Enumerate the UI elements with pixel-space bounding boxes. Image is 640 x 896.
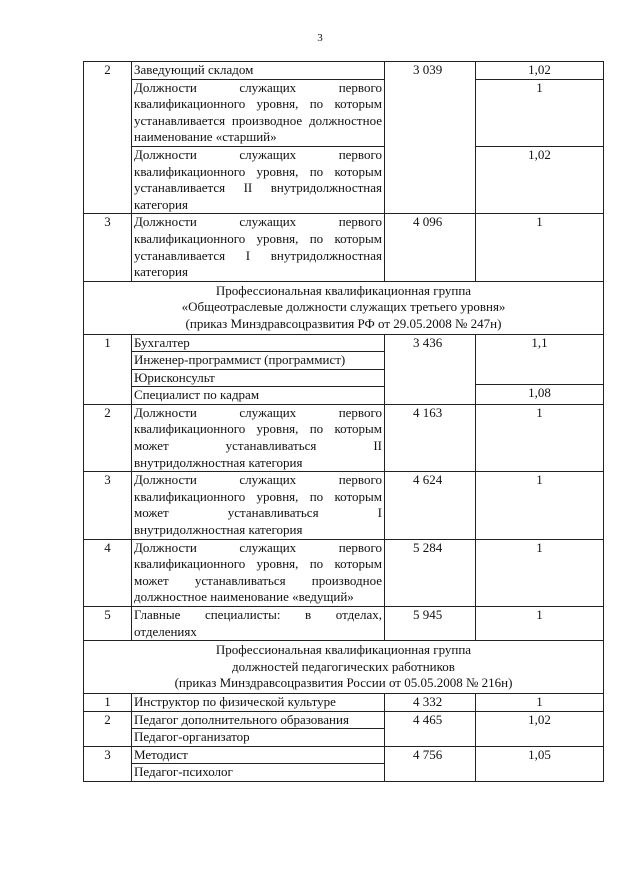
base-salary: 4 332 bbox=[385, 693, 476, 711]
group-heading-line: (приказ Минздравсоцразвития России от 05.05.2008 № 216н) bbox=[174, 675, 513, 691]
base-salary: 3 436 bbox=[385, 334, 476, 404]
position-name: Должности служащих первого квалификационного уровня, по которым может устанавливаться производное должностное наименование «ведущий» bbox=[132, 539, 385, 606]
position-name: Бухгалтер bbox=[134, 334, 190, 350]
row-number: 1 bbox=[84, 334, 132, 404]
group-heading-row bbox=[84, 641, 604, 694]
position-name: Специалист по кадрам bbox=[132, 386, 384, 404]
position-name: Должности служащих первого квалификационного уровня, по которым может устанавливаться II внутридолжностная категория bbox=[132, 404, 385, 471]
table-row bbox=[84, 693, 604, 711]
table-row bbox=[84, 472, 604, 539]
coefficient: 1 bbox=[476, 404, 604, 471]
table-row bbox=[84, 79, 604, 146]
position-name: Должности служащих первого квалификационного уровня, по которым может устанавливаться I внутридолжностная категория bbox=[132, 472, 385, 539]
coefficient: 1 bbox=[476, 607, 604, 641]
group-heading-line: (приказ Минздравсоцразвития РФ от 29.05.2008 № 247н) bbox=[185, 315, 502, 331]
coefficient: 1,08 bbox=[476, 384, 603, 402]
base-salary: 4 624 bbox=[385, 472, 476, 539]
table-row bbox=[84, 711, 604, 746]
table-row bbox=[84, 404, 604, 471]
salary-table bbox=[83, 61, 604, 782]
coefficient: 1 bbox=[476, 79, 604, 146]
row-number: 2 bbox=[84, 62, 132, 214]
coefficients bbox=[476, 334, 604, 404]
coefficient: 1 bbox=[476, 214, 604, 281]
table-row bbox=[84, 214, 604, 281]
group-heading bbox=[84, 281, 604, 334]
row-number: 3 bbox=[84, 746, 132, 781]
table-row bbox=[84, 539, 604, 606]
row-number: 2 bbox=[84, 711, 132, 746]
row-number: 3 bbox=[84, 214, 132, 281]
coefficient: 1,02 bbox=[476, 711, 604, 746]
group-heading bbox=[84, 641, 604, 694]
base-salary: 3 039 bbox=[385, 62, 476, 214]
page-number: 3 bbox=[317, 32, 323, 44]
position-name: Главные специалисты: в отделах, отделениях bbox=[132, 607, 385, 641]
row-number: 1 bbox=[84, 693, 132, 711]
row-number: 2 bbox=[84, 404, 132, 471]
coefficient: 1,05 bbox=[476, 746, 604, 781]
base-salary: 4 163 bbox=[385, 404, 476, 471]
group-heading-row bbox=[84, 281, 604, 334]
coefficient: 1 bbox=[476, 693, 604, 711]
position-name: Заведующий складом bbox=[132, 62, 385, 80]
coefficient: 1,02 bbox=[476, 62, 604, 80]
table-row bbox=[84, 334, 604, 404]
position-name: Педагог-психолог bbox=[132, 763, 384, 781]
coefficient: 1 bbox=[476, 539, 604, 606]
position-name: Должности служащих первого квалификационного уровня, по которым устанавливается I внутридолжностная категория bbox=[132, 214, 385, 281]
table-row bbox=[84, 607, 604, 641]
group-heading-line: Профессиональная квалификационная группа bbox=[215, 642, 472, 658]
coefficient: 1,02 bbox=[476, 146, 604, 213]
position-name: Педагог дополнительного образования bbox=[134, 711, 349, 727]
base-salary: 5 284 bbox=[385, 539, 476, 606]
position-name: Инструктор по физической культуре bbox=[132, 693, 385, 711]
position-name: Инженер-программист (программист) bbox=[132, 351, 384, 369]
group-heading-line: должностей педагогических работников bbox=[232, 658, 455, 674]
base-salary: 4 096 bbox=[385, 214, 476, 281]
salary-table-container bbox=[83, 61, 603, 782]
position-names bbox=[132, 334, 385, 404]
position-name: Должности служащих первого квалификационного уровня, по которым устанавливается II внутридолжностная категория bbox=[132, 146, 385, 213]
group-heading-line: «Общеотраслевые должности служащих третьего уровня» bbox=[181, 299, 506, 315]
position-name: Должности служащих первого квалификационного уровня, по которым устанавливается производное должностное наименование «старший» bbox=[132, 79, 385, 146]
base-salary: 5 945 bbox=[385, 607, 476, 641]
row-number: 5 bbox=[84, 607, 132, 641]
base-salary: 4 756 bbox=[385, 746, 476, 781]
position-name: Юрисконсульт bbox=[132, 369, 384, 387]
row-number: 3 bbox=[84, 472, 132, 539]
base-salary: 4 465 bbox=[385, 711, 476, 746]
table-row bbox=[84, 62, 604, 80]
position-names bbox=[132, 746, 385, 781]
row-number: 4 bbox=[84, 539, 132, 606]
position-name: Педагог-организатор bbox=[132, 728, 384, 746]
group-heading-line: Профессиональная квалификационная группа bbox=[215, 282, 472, 298]
table-row bbox=[84, 146, 604, 213]
table-row bbox=[84, 746, 604, 781]
position-names bbox=[132, 711, 385, 746]
coefficient: 1 bbox=[476, 472, 604, 539]
position-name: Методист bbox=[134, 746, 188, 762]
coefficient: 1,1 bbox=[531, 334, 548, 350]
